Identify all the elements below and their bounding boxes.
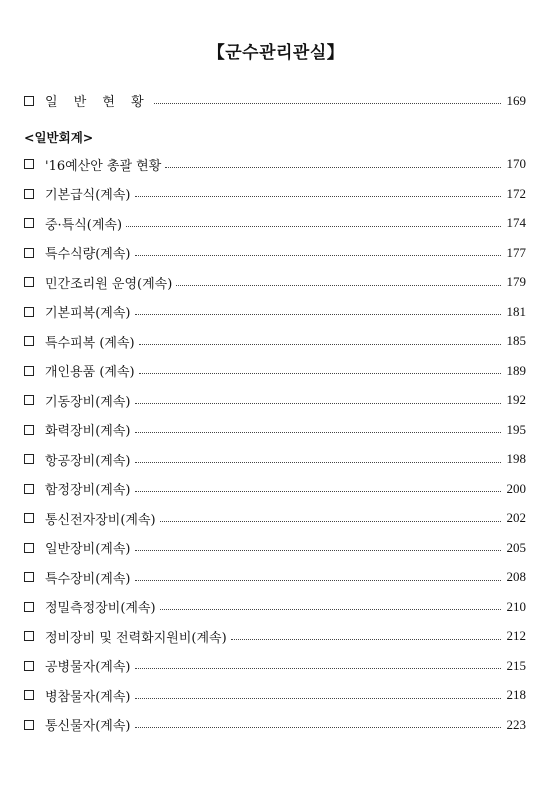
toc-entry-label: '16예산안 총괄 현황 <box>45 158 162 174</box>
toc-entry-label: 통신물자(계속) <box>45 719 131 735</box>
toc-entry[interactable] <box>24 268 526 298</box>
toc-entry-page: 208 <box>506 569 526 585</box>
checkbox-icon <box>24 602 34 612</box>
toc-entry[interactable] <box>24 533 526 563</box>
dot-leader <box>154 103 501 104</box>
toc-entry-label: 통신전자장비(계속) <box>45 512 156 528</box>
toc-entry-general-status[interactable] <box>24 86 526 116</box>
page-title: 【군수관리관실】 <box>207 43 345 63</box>
dot-leader <box>135 491 502 492</box>
checkbox-icon <box>24 336 34 346</box>
checkbox-icon <box>24 277 34 287</box>
checkbox-icon <box>24 307 34 317</box>
checkbox-icon <box>24 248 34 258</box>
toc-entry[interactable] <box>24 622 526 652</box>
checkbox-icon <box>24 218 34 228</box>
toc-entry[interactable] <box>24 474 526 504</box>
table-of-contents <box>24 86 526 740</box>
toc-entry-page: 205 <box>506 539 526 555</box>
toc-entry-page: 172 <box>506 185 526 201</box>
toc-entry[interactable] <box>24 415 526 445</box>
toc-entry-label: 일반장비(계속) <box>45 542 131 558</box>
dot-leader <box>135 550 502 551</box>
toc-entry-page: 223 <box>506 716 526 732</box>
toc-entry[interactable] <box>24 150 526 180</box>
toc-entry[interactable] <box>24 209 526 239</box>
toc-entry-label: 공병물자(계속) <box>45 660 131 676</box>
toc-entry-label: 항공장비(계속) <box>45 453 131 469</box>
dot-leader <box>139 344 501 345</box>
toc-entry-label: 병참물자(계속) <box>45 689 131 705</box>
checkbox-icon <box>24 454 34 464</box>
checkbox-icon <box>24 484 34 494</box>
dot-leader <box>135 255 502 256</box>
toc-entry[interactable] <box>24 710 526 740</box>
toc-entry-page: 181 <box>506 303 526 319</box>
dot-leader <box>135 668 502 669</box>
toc-entry-page: 169 <box>506 92 526 108</box>
toc-entry-page: 202 <box>506 510 526 526</box>
toc-entry-label: 민간조리원 운영(계속) <box>45 276 173 292</box>
toc-entry-label: 함정장비(계속) <box>45 483 131 499</box>
checkbox-icon <box>24 720 34 730</box>
dot-leader <box>135 432 502 433</box>
toc-entry[interactable] <box>24 504 526 534</box>
dot-leader <box>135 196 502 197</box>
toc-entry-label: 개인용품 (계속) <box>45 365 135 381</box>
dot-leader <box>139 373 501 374</box>
toc-entry-label: 정밀측정장비(계속) <box>45 601 156 617</box>
toc-entry[interactable] <box>24 327 526 357</box>
toc-entry-label: 기동장비(계속) <box>45 394 131 410</box>
toc-entry-page: 210 <box>506 598 526 614</box>
dot-leader <box>135 403 502 404</box>
checkbox-icon <box>24 425 34 435</box>
toc-entry-page: 174 <box>506 215 526 231</box>
dot-leader <box>160 521 501 522</box>
checkbox-icon <box>24 395 34 405</box>
toc-entry-label: 화력장비(계속) <box>45 424 131 440</box>
toc-entry-label: 일 반 현 황 <box>45 95 150 111</box>
toc-entry[interactable] <box>24 681 526 711</box>
checkbox-icon <box>24 513 34 523</box>
checkbox-icon <box>24 96 34 106</box>
dot-leader <box>160 609 501 610</box>
toc-entry[interactable] <box>24 356 526 386</box>
toc-entry[interactable] <box>24 651 526 681</box>
toc-entry-page: 177 <box>506 244 526 260</box>
dot-leader <box>126 226 501 227</box>
toc-entry-page: 215 <box>506 657 526 673</box>
dot-leader <box>135 698 502 699</box>
toc-entry-label: 기본피복(계속) <box>45 306 131 322</box>
checkbox-icon <box>24 690 34 700</box>
toc-entry-label: 특수장비(계속) <box>45 571 131 587</box>
checkbox-icon <box>24 543 34 553</box>
toc-entry-page: 192 <box>506 392 526 408</box>
toc-entry-page: 212 <box>506 628 526 644</box>
checkbox-icon <box>24 661 34 671</box>
checkbox-icon <box>24 366 34 376</box>
toc-entry[interactable] <box>24 179 526 209</box>
dot-leader <box>135 462 502 463</box>
toc-entry-page: 179 <box>506 274 526 290</box>
toc-entry-page: 218 <box>506 687 526 703</box>
toc-entry-page: 170 <box>506 156 526 172</box>
dot-leader <box>176 285 501 286</box>
section-heading: <일반회계> <box>24 129 94 145</box>
toc-entry-label: 특수식량(계속) <box>45 247 131 263</box>
dot-leader <box>135 727 502 728</box>
toc-entry-label: 중·특식(계속) <box>45 217 123 233</box>
toc-entry[interactable] <box>24 445 526 475</box>
dot-leader <box>135 580 502 581</box>
toc-entry-page: 200 <box>506 480 526 496</box>
toc-entry-page: 185 <box>506 333 526 349</box>
toc-entry[interactable] <box>24 563 526 593</box>
toc-entry-label: 기본급식(계속) <box>45 188 131 204</box>
dot-leader <box>135 314 502 315</box>
toc-entry[interactable] <box>24 238 526 268</box>
checkbox-icon <box>24 189 34 199</box>
checkbox-icon <box>24 572 34 582</box>
toc-list <box>24 150 526 740</box>
toc-entry[interactable] <box>24 592 526 622</box>
toc-entry-page: 198 <box>506 451 526 467</box>
dot-leader <box>231 639 501 640</box>
toc-entry-page: 189 <box>506 362 526 378</box>
checkbox-icon <box>24 631 34 641</box>
toc-entry-page: 195 <box>506 421 526 437</box>
toc-entry-label: 정비장비 및 전력화지원비(계속) <box>45 630 227 646</box>
toc-entry-label: 특수피복 (계속) <box>45 335 135 351</box>
dot-leader <box>165 167 501 168</box>
toc-entry[interactable] <box>24 386 526 416</box>
checkbox-icon <box>24 159 34 169</box>
toc-entry[interactable] <box>24 297 526 327</box>
